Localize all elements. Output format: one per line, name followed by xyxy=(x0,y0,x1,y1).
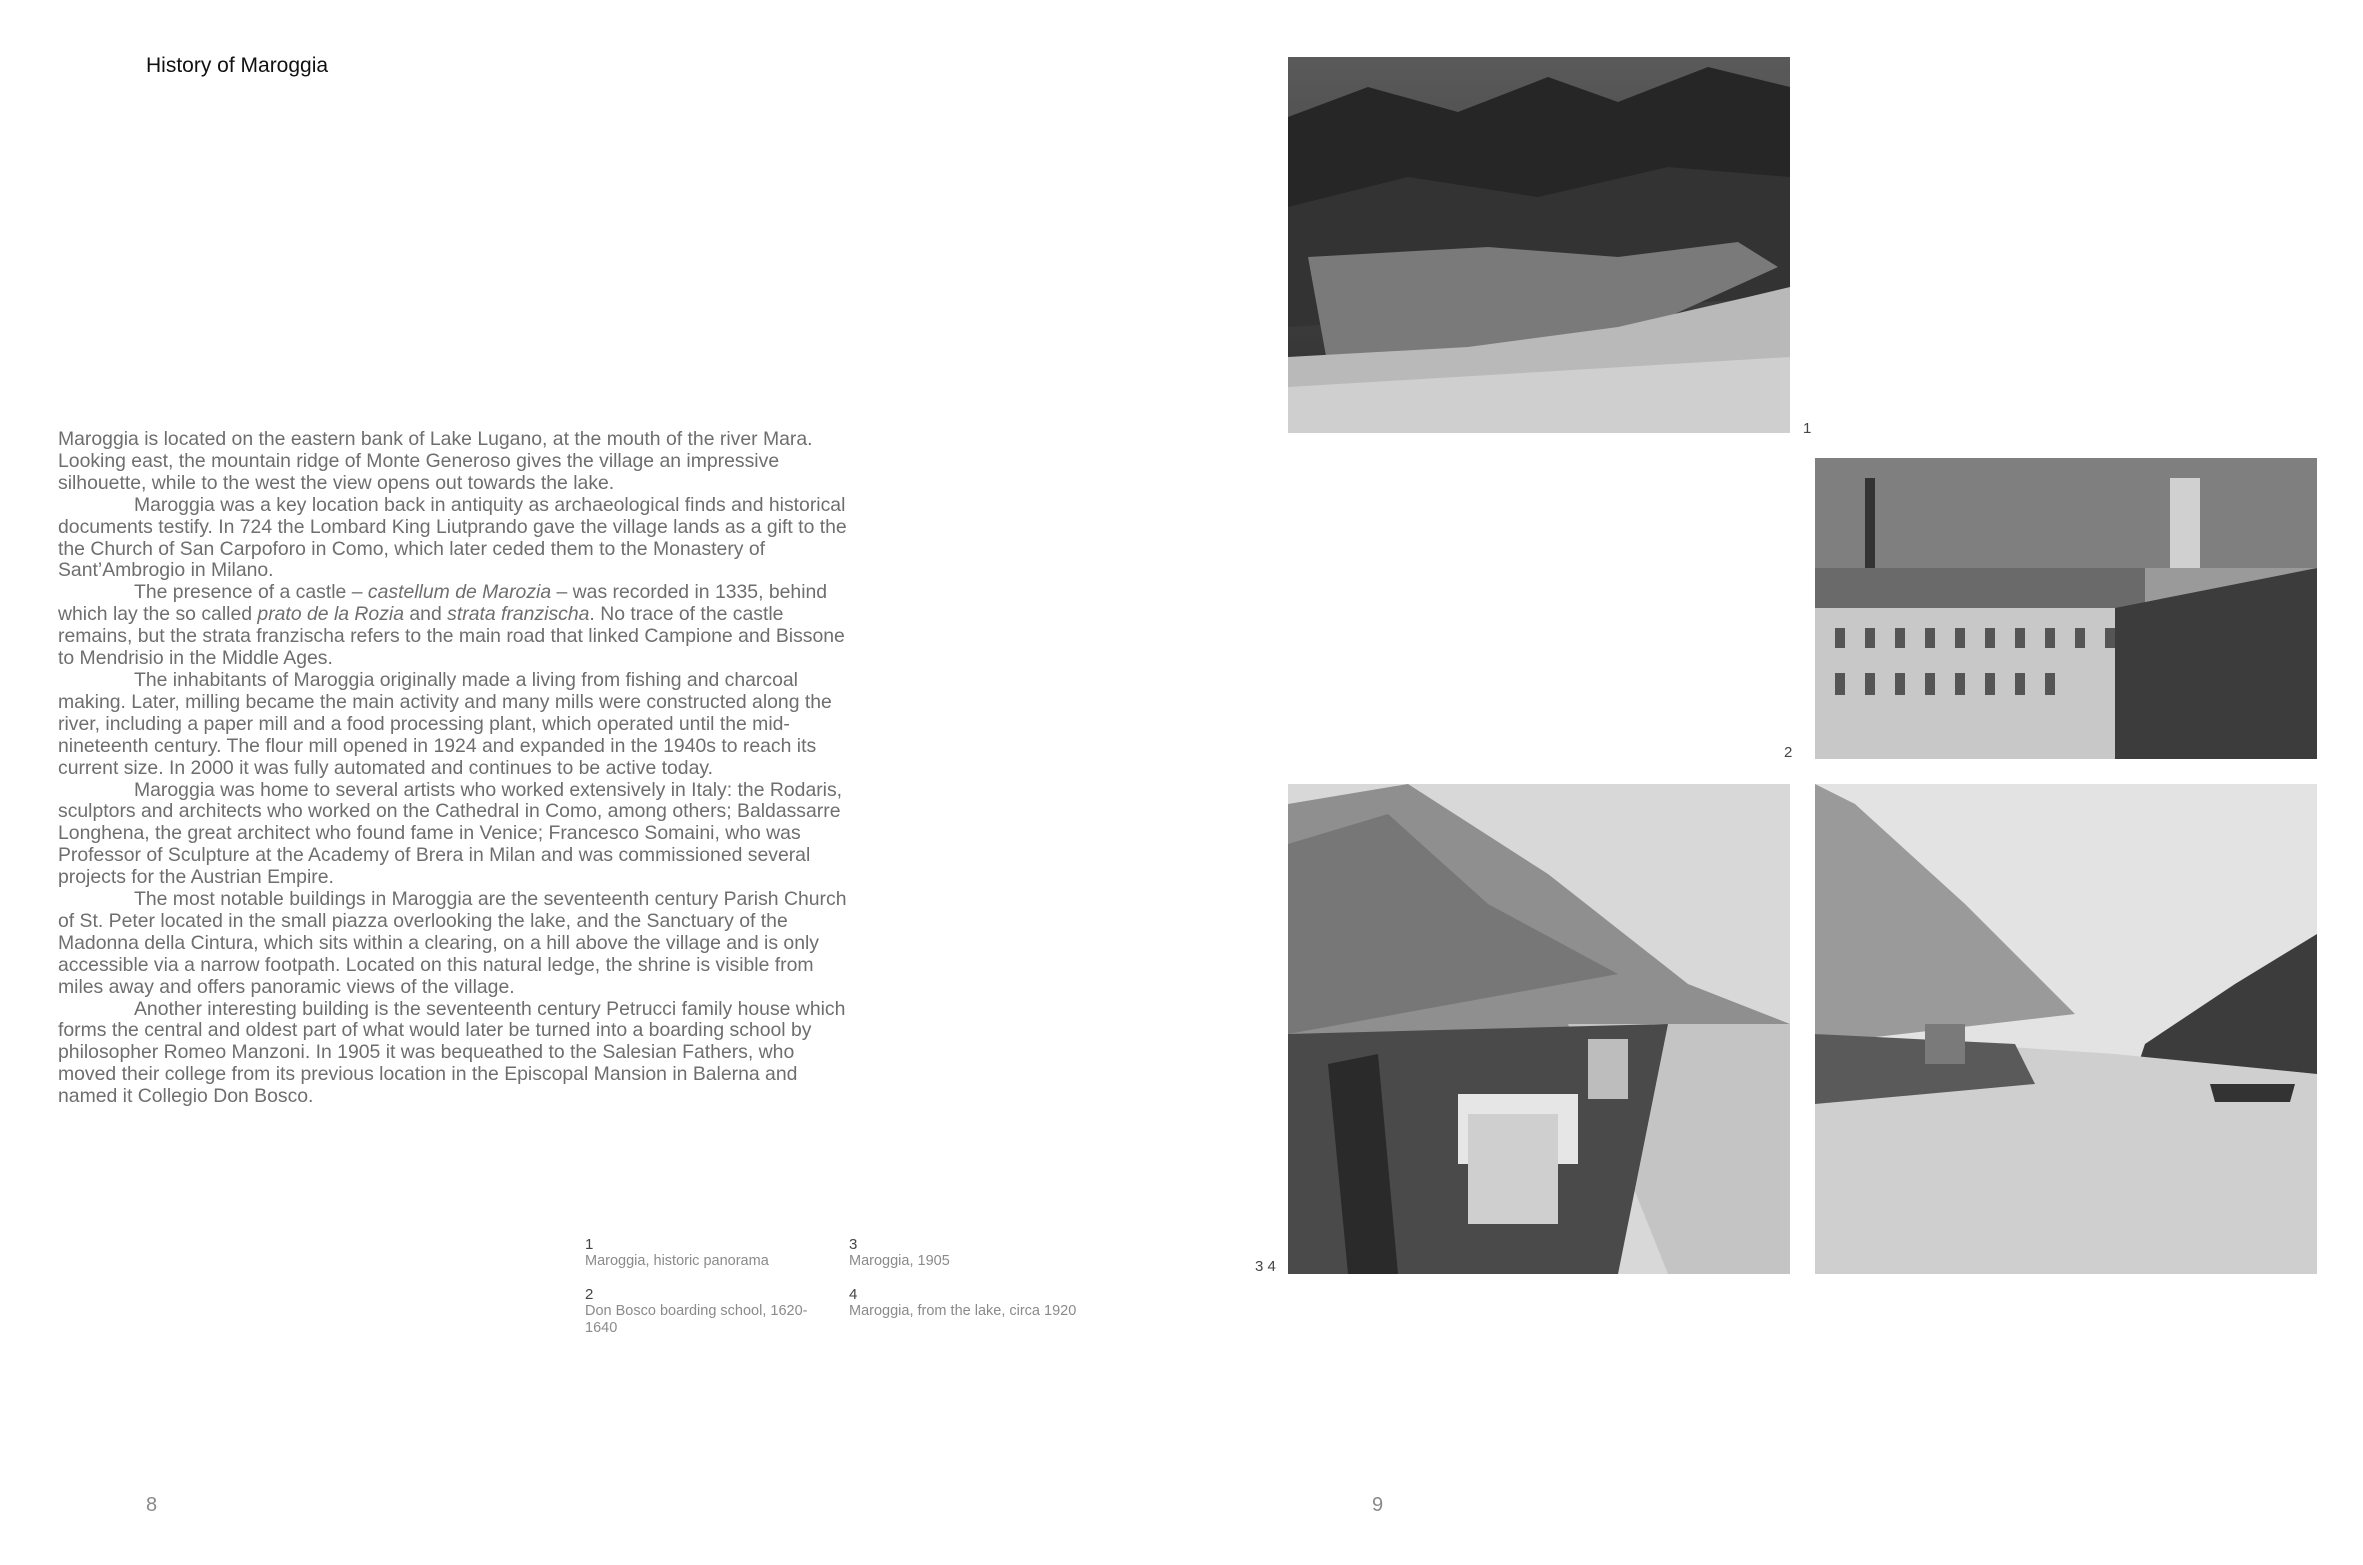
paragraph-2: Maroggia was a key location back in antiquity as archaeological finds and historical documents testify. In 724 the Lombard King Liutprando gave the village lands as a gift to the the Church of San Carpoforo in Como, which later ceded them to the Monastery of Sant’Ambrogio in Milano. xyxy=(58,493,847,582)
body-text xyxy=(58,429,850,1108)
caption-1: 1 Maroggia, historic panorama xyxy=(585,1236,769,1269)
school-image xyxy=(1815,458,2317,759)
page-number-right: 9 xyxy=(1372,1494,1384,1516)
figure-label-2: 2 xyxy=(1784,744,1793,761)
paragraph-4: The inhabitants of Maroggia originally made a living from fishing and charcoal making. Later, milling became the main activity and many mills were constructed along the river, including a paper mill and a food processing plant, which operated until the mid-nineteenth century. The flour mill opened in 1924 and expanded in the 1940s to reach its current size. In 2000 it was fully automated and continues to be active today. xyxy=(58,668,832,779)
figure-label-3-4: 3 4 xyxy=(1255,1258,1276,1275)
paragraph-5: Maroggia was home to several artists who worked extensively in Italy: the Rodaris, sculptors and architects who worked on the Cathedral in Como, among others; Baldassarre Longhena, the great architect who found fame in Venice; Francesco Somaini, who was Professor of Sculpture at the Academy of Brera in Milan and was commissioned several projects for the Austrian Empire. xyxy=(58,778,843,889)
photo-don-bosco-school xyxy=(1815,458,2317,759)
village-1905-image xyxy=(1288,784,1790,1274)
caption-4: 4 Maroggia, from the lake, circa 1920 xyxy=(849,1286,1077,1319)
caption-2: 2 Don Bosco boarding school, 1620-1640 xyxy=(585,1286,808,1336)
photo-maroggia-1905 xyxy=(1288,784,1790,1274)
section-title: History of Maroggia xyxy=(146,54,329,77)
lake-view-image xyxy=(1815,784,2317,1274)
paragraph-6: The most notable buildings in Maroggia are the seventeenth century Parish Church of St. Peter located in the small piazza overlooking the lake, and the Sanctuary of the Madonna della Cintura, which sits within a clearing, on a hill above the village and is only accessible via a narrow footpath. Located on this natural ledge, the shrine is visible from miles away and offers panoramic views of the village. xyxy=(58,888,847,998)
panorama-image xyxy=(1288,57,1790,433)
photo-historic-panorama xyxy=(1288,57,1790,433)
paragraph-1: Maroggia is located on the eastern bank of Lake Lugano, at the mouth of the river Mara. Looking east, the mountain ridge of Monte Generoso gives the village an impressive silhouette, while to the west the view opens out towards the lake. xyxy=(58,428,813,494)
figure-label-1: 1 xyxy=(1803,420,1812,437)
caption-3: 3 Maroggia, 1905 xyxy=(849,1236,950,1269)
photo-maroggia-from-lake xyxy=(1815,784,2317,1274)
page-number-left: 8 xyxy=(146,1494,158,1516)
paragraph-7: Another interesting building is the seventeenth century Petrucci family house which forms the central and oldest part of what would later be turned into a boarding school by philosopher Romeo Manzoni. In 1905 it was bequeathed to the Salesian Fathers, who moved their college from its previous location in the Episcopal Mansion in Balerna and named it Collegio Don Bosco. xyxy=(58,997,846,1108)
paragraph-3: The presence of a castle – castellum de Marozia – was recorded in 1335, behind which lay the so called prato de la Rozia and strata franzischa. No trace of the castle remains, but the strata franzischa refers to the main road that linked Campione and Bissone to Mendrisio in the Middle Ages. xyxy=(58,581,845,670)
